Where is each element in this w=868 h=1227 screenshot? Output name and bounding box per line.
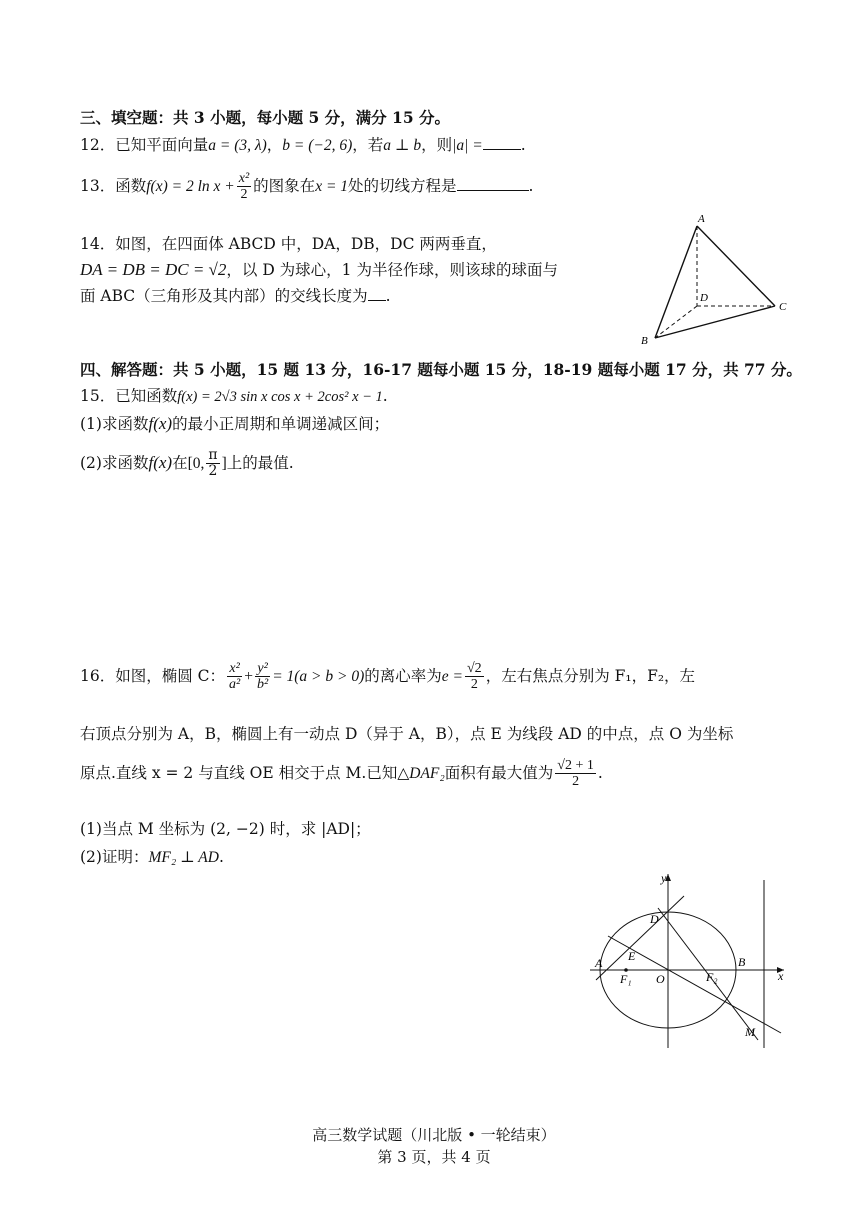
question-13: [80, 171, 533, 203]
fraction-x2-over-a2: [227, 661, 242, 693]
part-text: (2)求函数: [80, 453, 149, 472]
period: .: [520, 136, 526, 154]
fraction-root2-over-2: [465, 661, 484, 693]
fraction-max-area: [555, 758, 596, 790]
question-14-line-1: [80, 232, 497, 254]
answer-blank: [483, 135, 521, 150]
label-m: M: [745, 1025, 755, 1039]
fraction-denominator: 2: [470, 677, 478, 693]
interval-close: ]: [221, 454, 227, 472]
question-text: 已知函数: [115, 387, 178, 405]
label-d: D: [650, 912, 659, 926]
question-number: 15．: [80, 387, 116, 405]
question-number: 12．: [80, 136, 116, 154]
question-text: 已知平面向量: [115, 136, 209, 154]
vector-a-expression: a = (3, λ): [208, 137, 267, 154]
fraction-numerator: x²: [238, 171, 250, 186]
question-15-part-2: [80, 448, 294, 480]
triangle-daf2: △DAF₂: [397, 764, 445, 782]
edge-bc: [655, 306, 775, 338]
part-text: (2)证明：: [80, 848, 149, 866]
period: .: [528, 176, 534, 195]
question-text: 的图象在: [253, 176, 316, 195]
interval-open: [0,: [187, 454, 205, 472]
part-text: 在: [172, 453, 188, 472]
question-14-line-3: [80, 284, 391, 306]
question-text: ，以 D 为球心，1 为半径作球，则该球的球面与: [226, 261, 558, 279]
fraction-numerator: x²: [227, 661, 242, 677]
label-a: A: [698, 213, 705, 225]
question-15: [80, 384, 388, 406]
fraction-pi-over-2: [206, 448, 219, 480]
question-text: 处的切线方程是: [348, 176, 457, 195]
question-14-line-2: [80, 258, 558, 280]
part-text: (1)求函数: [80, 415, 149, 433]
eccentricity-lhs: e =: [441, 667, 463, 685]
question-text: 面 ABC（三角形及其内部）的交线长度为: [80, 287, 368, 305]
point-condition: x = 1: [315, 177, 349, 195]
fraction-denominator: 2: [572, 774, 580, 790]
equal-lengths-expression: DA = DB = DC = √2: [80, 260, 227, 279]
label-f2: F₂: [706, 970, 718, 984]
plus-sign: +: [244, 667, 253, 685]
separator: ，: [266, 136, 283, 154]
question-16-part-2: [80, 845, 224, 867]
function-symbol: f(x): [148, 414, 173, 433]
question-text: ，若: [352, 136, 384, 154]
label-o: O: [656, 972, 665, 986]
fraction-numerator: y²: [255, 661, 270, 677]
answer-blank: [368, 286, 386, 301]
label-f1: F₁: [620, 972, 632, 986]
question-16-line-2: 右顶点分别为 A，B，椭圆上有一动点 D（异于 A，B），点 E 为线段 AD 的中点，点 O 为坐标: [80, 725, 734, 743]
label-y: y: [661, 871, 667, 885]
question-16-part-1: (1)当点 M 坐标为 (2, −2) 时，求 |AD|；: [80, 820, 371, 838]
fraction-denominator: b²: [256, 677, 269, 693]
footer-page-number: 第 3 页，共 4 页: [377, 1148, 491, 1166]
function-symbol: f(x): [148, 452, 173, 472]
section-3-heading: 三、填空题：共 3 小题，每小题 5 分，满分 15 分。: [80, 108, 451, 127]
label-e: E: [628, 949, 636, 963]
answer-blank: [457, 176, 529, 191]
fraction-numerator: √2: [467, 661, 482, 676]
question-number: 13．: [80, 176, 116, 195]
ellipse-figure: [588, 868, 793, 1053]
fraction-x2-over-2: [237, 171, 251, 203]
label-b: B: [738, 955, 746, 969]
question-text: ，则: [421, 136, 453, 154]
perpendicular-condition: a ⊥ b: [383, 137, 422, 154]
period: .: [218, 848, 224, 866]
question-text: 如图，椭圆 C：: [115, 666, 226, 685]
fraction-numerator: √2 + 1: [557, 758, 594, 773]
question-number: 14．: [80, 235, 116, 253]
perpendicular-expression: MF₂ ⊥ AD: [148, 849, 219, 866]
function-expression: f(x) = 2 ln x +: [146, 177, 235, 195]
question-number: 16．: [80, 666, 116, 685]
fraction-numerator: π: [208, 447, 218, 463]
label-c: C: [779, 301, 787, 313]
question-text: 面积有最大值为: [444, 763, 554, 782]
magnitude-a: |a| =: [452, 137, 483, 154]
function-expression: f(x) = 2√3 sin x cos x + 2cos² x − 1: [177, 389, 383, 405]
edge-ab: [655, 226, 697, 338]
part-text: 上的最值.: [226, 453, 294, 472]
fraction-denominator: 2: [240, 187, 248, 203]
fraction-y2-over-b2: [255, 661, 270, 693]
tetrahedron-figure: [635, 208, 800, 348]
question-text: 函数: [115, 176, 147, 195]
edge-ac: [697, 226, 775, 306]
fraction-denominator: 2: [208, 463, 218, 480]
question-12: [80, 133, 526, 155]
label-d: D: [700, 292, 708, 304]
label-a: A: [595, 956, 603, 970]
question-text: 如图，在四面体 ABCD 中，DA，DB，DC 两两垂直，: [115, 235, 497, 253]
fraction-denominator: a²: [229, 677, 241, 693]
question-16-line-3: [80, 758, 603, 790]
part-text: 的最小正周期和单调递减区间；: [172, 415, 390, 433]
label-b: B: [641, 335, 648, 347]
footer-title: 高三数学试题（川北版 • 一轮结束）: [312, 1126, 556, 1144]
question-text: 原点.直线 x = 2 与直线 OE 相交于点 M.已知: [80, 763, 398, 782]
ellipse-condition: = 1(a > b > 0): [272, 667, 365, 685]
period: .: [597, 763, 603, 782]
period: .: [382, 387, 388, 405]
period: .: [385, 287, 391, 305]
label-x: x: [778, 969, 784, 983]
question-16-line-1: [80, 661, 695, 693]
section-4-heading: 四、解答题：共 5 小题，15 题 13 分，16-17 题每小题 15 分，18-19 题每小题 17 分，共 77 分。: [80, 360, 802, 379]
question-text: ，左右焦点分别为 F₁，F₂，左: [485, 666, 696, 685]
line-ad: [596, 896, 684, 980]
question-text: 的离心率为: [364, 666, 442, 685]
question-15-part-1: [80, 412, 389, 434]
vector-b-expression: b = (−2, 6): [282, 137, 353, 154]
